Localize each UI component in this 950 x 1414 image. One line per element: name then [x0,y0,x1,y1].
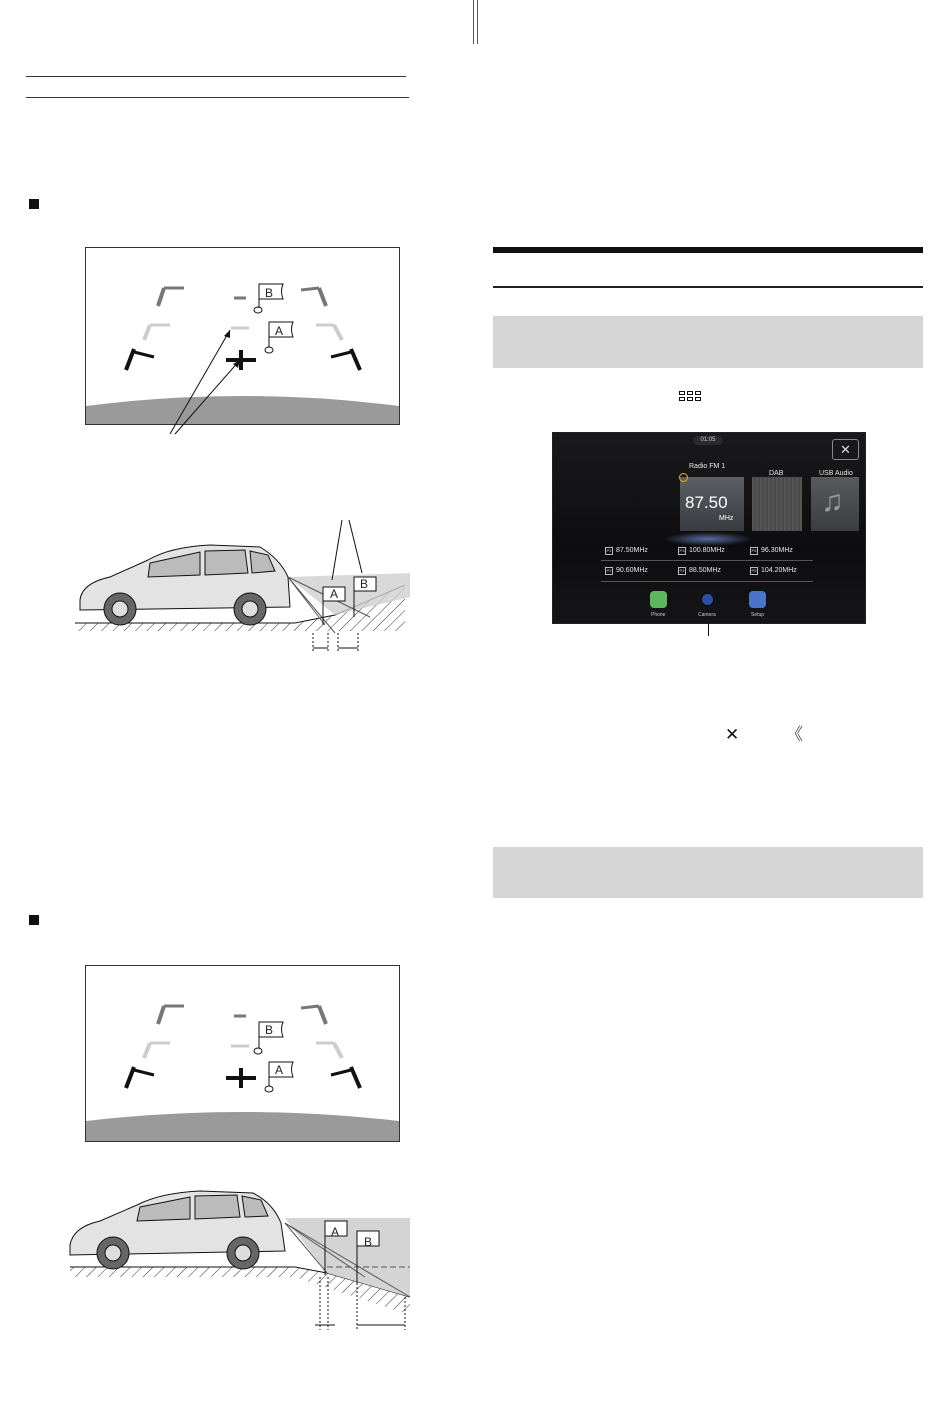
preset-p4[interactable]: 88.50MHz [689,567,721,574]
car-side-view-2 [65,1185,415,1335]
preset-p5[interactable]: 96.30MHz [761,547,793,554]
section-bullet-1 [29,199,39,209]
music-note-icon: ♫ [821,485,844,518]
source-label-usb: USB Audio [819,470,853,477]
top-rule-2 [26,97,409,98]
heading-box-2 [493,847,923,898]
phone-app-icon[interactable] [650,591,667,608]
preset-p2[interactable]: 90.60MHz [616,567,648,574]
flag-a-label: A [275,1063,284,1077]
flag-a-label: A [275,324,284,338]
car1-flag-a: A [330,587,339,601]
car2-flag-b: B [364,1235,373,1249]
app-divider [601,581,813,582]
frequency-unit: MHz [719,515,734,522]
heading-box-1 [493,316,923,368]
camera-app-label: Camera [698,612,716,618]
menu-grid-icon [679,391,701,401]
preset-icon-p6: P6 [751,568,757,573]
preset-p6[interactable]: 104.20MHz [761,567,797,574]
preset-icon-p2: P2 [606,568,612,573]
highlight-glow [663,532,753,546]
device-screenshot [552,432,866,624]
crop-mark-right [477,0,478,44]
guide-lines-svg-2 [86,966,399,1141]
back-symbol: 《 [786,725,803,744]
close-button[interactable]: ✕ [832,439,859,460]
preset-icon-p1: P1 [606,548,612,553]
preset-p1[interactable]: 87.50MHz [616,547,648,554]
preset-icon-p3: P3 [679,548,685,553]
play-icon [679,473,688,482]
setup-app-icon[interactable] [749,591,766,608]
preset-icon-p5: P5 [751,548,757,553]
source-label-dab: DAB [769,470,784,477]
dab-tile[interactable] [752,477,802,531]
source-label-main: Radio FM 1 [689,463,726,470]
phone-app-label: Phone [651,612,666,618]
callout-arrows-1 [160,320,250,440]
crop-mark-left [473,0,474,44]
preset-divider [601,560,813,561]
camera-callout-line [708,622,709,636]
preset-icon-p4: P4 [679,568,685,573]
car-side-view-1 [70,515,410,655]
close-symbol: ✕ [725,725,740,744]
section-bullet-2 [29,915,39,925]
preset-p3[interactable]: 100.80MHz [689,547,725,554]
car2-flag-a: A [331,1225,340,1239]
section-rule-thin [493,286,923,288]
camera-view-2 [85,965,400,1142]
top-rule-1 [26,76,406,77]
car1-flag-b: B [360,577,369,591]
flag-b-label: B [265,286,274,300]
camera-app-icon[interactable] [699,591,716,608]
flag-b-label: B [265,1023,274,1037]
frequency-display: 87.50 [685,493,728,512]
clock-display: 01:05 [693,436,723,445]
section-rule-thick [493,247,923,253]
setup-app-label: Setup [751,612,765,618]
